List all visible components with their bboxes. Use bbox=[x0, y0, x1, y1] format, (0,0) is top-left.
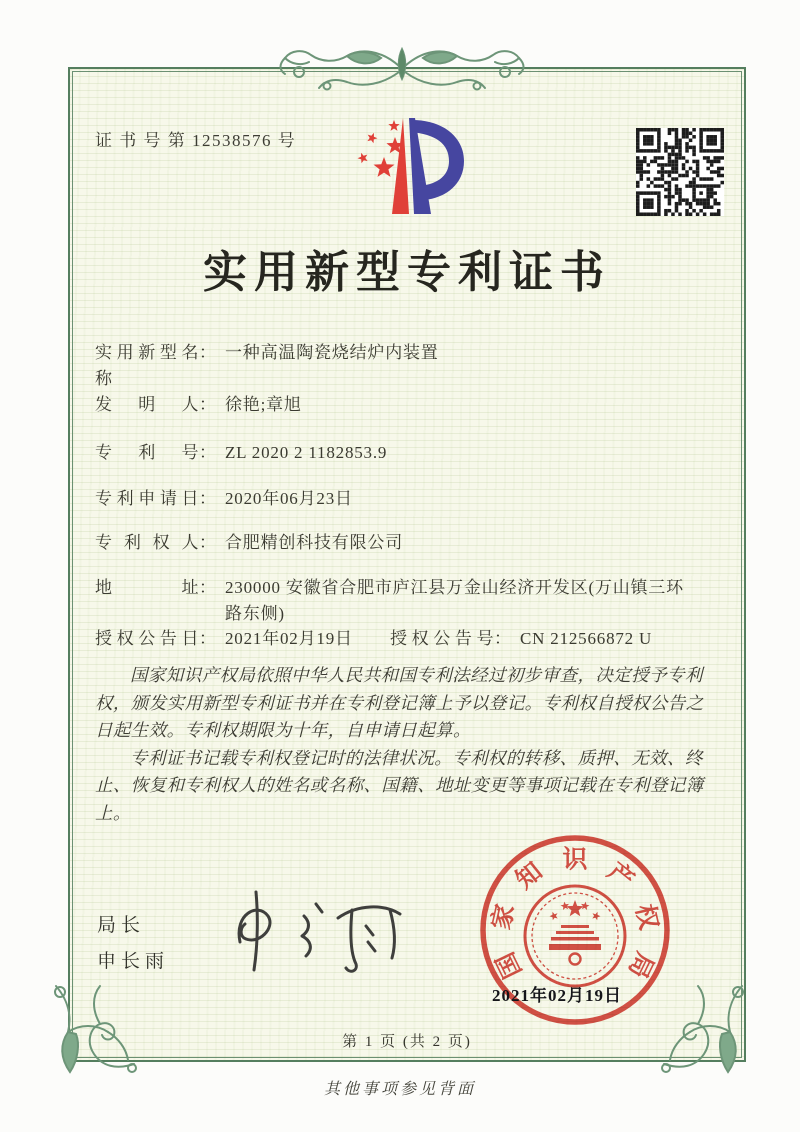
field-value: 一种高温陶瓷烧结炉内装置 bbox=[225, 343, 439, 362]
seal-text-arc bbox=[487, 846, 663, 983]
field-colon: ： bbox=[199, 578, 216, 597]
page-number: 第 1 页 (共 2 页) bbox=[342, 1034, 472, 1050]
field-label: 专利权人 bbox=[95, 533, 199, 552]
field-value: 2021年02月19日 bbox=[225, 629, 353, 648]
seal-emblem-gate bbox=[549, 925, 601, 950]
field-label: 实用新型名称 bbox=[95, 343, 199, 388]
field-value: 合肥精创科技有限公司 bbox=[225, 533, 403, 552]
field-label: 专利号 bbox=[95, 443, 199, 462]
certificate-title: 实用新型专利证书 bbox=[203, 248, 611, 297]
legal-text bbox=[95, 662, 715, 827]
logo-stars bbox=[358, 120, 404, 177]
seal-emblem-stars bbox=[550, 900, 601, 920]
field-colon: ： bbox=[199, 443, 216, 462]
top-scroll-ornament bbox=[277, 42, 527, 94]
field-label: 专利申请日 bbox=[95, 489, 199, 508]
field-colon: ： bbox=[494, 629, 511, 648]
cnipa-logo bbox=[348, 116, 472, 216]
svg-text:产: 产 bbox=[602, 857, 639, 895]
field-value: 徐艳;章旭 bbox=[225, 395, 302, 414]
field-colon: ： bbox=[199, 395, 216, 414]
svg-text:权: 权 bbox=[630, 901, 662, 933]
field-colon: ： bbox=[199, 629, 216, 648]
back-note: 其他事项参见背面 bbox=[323, 1081, 476, 1098]
field-group-grant-number bbox=[390, 626, 652, 652]
field-row-patent-number bbox=[95, 440, 715, 466]
logo-red-wedge bbox=[392, 118, 409, 214]
commissioner-name: 申长雨 bbox=[97, 951, 170, 972]
svg-text:家: 家 bbox=[488, 901, 520, 933]
field-row-grant bbox=[95, 626, 715, 652]
field-label: 授权公告日 bbox=[95, 629, 199, 648]
seal-emblem-cog bbox=[570, 954, 581, 965]
svg-text:局: 局 bbox=[622, 947, 659, 983]
field-value: ZL 2020 2 1182853.9 bbox=[225, 443, 388, 462]
legal-paragraph-1: 国家知识产权局依照中华人民共和国专利法经过初步审查，决定授予专利权，颁发实用新型专利证书并在专利登记簿上予以登记。专利权自授权公告之日起生效。专利权期限为十年，自申请日起算。 bbox=[95, 665, 704, 740]
seal-date: 2021年02月19日 bbox=[492, 986, 622, 1005]
field-colon: ： bbox=[199, 343, 216, 362]
field-row-name bbox=[95, 340, 715, 392]
field-row-inventor bbox=[95, 392, 715, 418]
field-label: 授权公告号 bbox=[390, 629, 494, 648]
bottom-left-scroll-ornament bbox=[46, 980, 141, 1078]
field-value: 2020年06月23日 bbox=[225, 489, 353, 508]
field-row-filing-date bbox=[95, 486, 715, 512]
seal-emblem bbox=[525, 886, 625, 986]
qr-code bbox=[636, 128, 724, 216]
field-label: 发明人 bbox=[95, 395, 199, 414]
commissioner-signature bbox=[212, 878, 412, 988]
field-value: 230000 安徽省合肥市庐江县万金山经济开发区(万山镇三环路东侧) bbox=[225, 578, 684, 623]
field-row-address bbox=[95, 575, 715, 627]
field-row-patentee bbox=[95, 530, 715, 556]
field-colon: ： bbox=[199, 533, 216, 552]
field-value: CN 212566872 U bbox=[520, 629, 653, 648]
commissioner-title: 局长 bbox=[97, 915, 146, 936]
svg-text:知: 知 bbox=[511, 857, 548, 895]
svg-text:国: 国 bbox=[491, 947, 528, 983]
field-colon: ： bbox=[199, 489, 216, 508]
field-label: 地址 bbox=[95, 578, 199, 597]
svg-text:识: 识 bbox=[562, 846, 588, 874]
legal-paragraph-2: 专利证书记载专利权登记时的法律状况。专利权的转移、质押、无效、终止、恢复和专利权人的姓名或名称、国籍、地址变更等事项记载在专利登记簿上。 bbox=[95, 747, 704, 823]
certificate-number: 证 书 号 第 12538576 号 bbox=[95, 131, 297, 150]
